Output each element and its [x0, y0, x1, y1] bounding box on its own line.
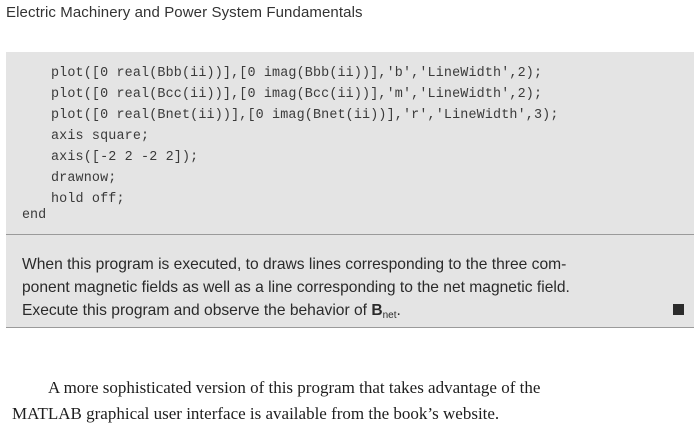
code-end-keyword: end — [22, 208, 47, 223]
b-net-subscript: net — [382, 310, 397, 321]
end-of-example-marker — [673, 304, 684, 315]
program-note-box — [6, 234, 694, 328]
note-line-1: When this program is executed, to draws lines corresponding to the three com- — [22, 256, 567, 273]
body-paragraph-line-1: A more sophisticated version of this program that takes advantage of the — [48, 378, 541, 397]
note-line-3-text: Execute this program and observe the behavior of — [22, 302, 372, 319]
code-line-5: axis([-2 2 -2 2]); — [51, 150, 199, 165]
note-line-2: ponent magnetic fields as well as a line corresponding to the net magnetic field. — [22, 279, 570, 296]
note-line-3-period: . — [396, 302, 401, 319]
b-net-symbol: B — [371, 302, 383, 319]
code-line-2: plot([0 real(Bcc(ii))],[0 imag(Bcc(ii))],'m','LineWidth',2); — [51, 87, 543, 102]
body-paragraph-line-2: MATLAB graphical user interface is available from the book’s website. — [12, 404, 500, 423]
code-listing — [6, 52, 694, 234]
code-line-1: plot([0 real(Bbb(ii))],[0 imag(Bbb(ii))],'b','LineWidth',2); — [51, 66, 543, 81]
note-top-rule — [6, 234, 694, 235]
code-line-6: drawnow; — [51, 171, 117, 186]
note-bottom-rule — [6, 327, 694, 328]
running-header: Electric Machinery and Power System Fundamentals — [6, 4, 363, 21]
code-line-3: plot([0 real(Bnet(ii))],[0 imag(Bnet(ii))],'r','LineWidth',3); — [51, 108, 559, 123]
code-line-4: axis square; — [51, 129, 150, 144]
note-line-3 — [22, 302, 401, 321]
code-line-7: hold off; — [51, 192, 125, 207]
